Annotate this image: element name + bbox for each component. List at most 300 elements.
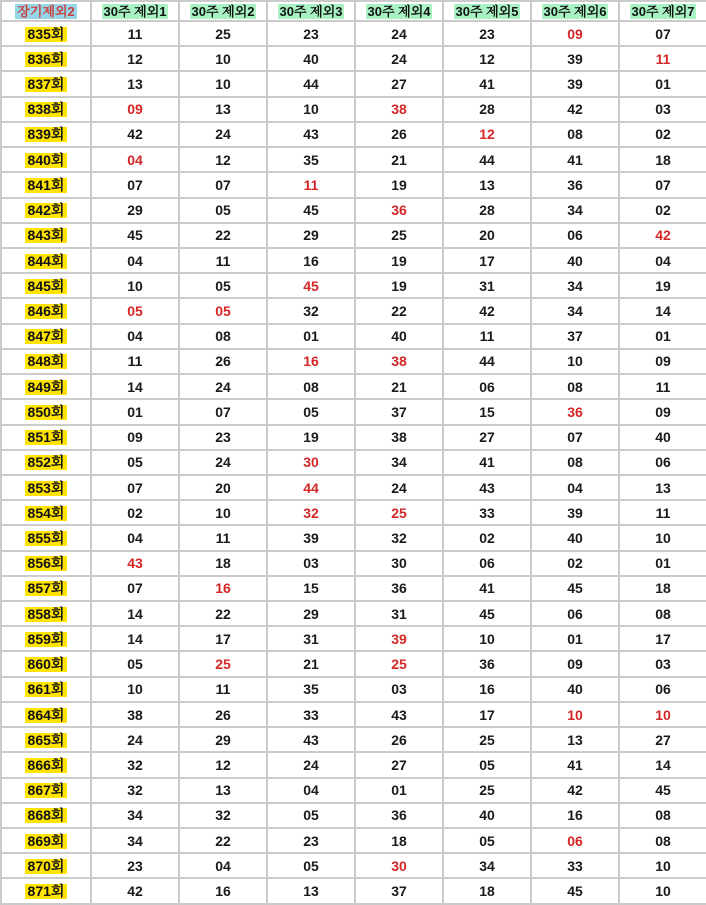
number-cell: 17	[179, 626, 267, 651]
number-cell: 07	[91, 576, 179, 601]
number-cell: 45	[531, 878, 619, 904]
number-cell: 06	[443, 551, 531, 576]
number-cell: 19	[619, 273, 706, 298]
number-cell: 04	[179, 853, 267, 878]
number-cell: 10	[531, 349, 619, 374]
number-cell: 05	[443, 752, 531, 777]
number-cell: 16	[267, 248, 355, 273]
number-cell: 23	[267, 828, 355, 853]
number-cell: 25	[443, 778, 531, 803]
number-cell: 05	[91, 298, 179, 323]
row-label: 846회	[25, 304, 68, 319]
column-header-cell	[443, 1, 531, 21]
number-cell: 09	[619, 399, 706, 424]
row-label: 854회	[25, 506, 68, 521]
table-row	[1, 576, 706, 601]
number-cell: 18	[179, 551, 267, 576]
table-row	[1, 425, 706, 450]
number-cell: 05	[179, 198, 267, 223]
number-cell: 03	[267, 551, 355, 576]
table-row	[1, 122, 706, 147]
number-cell: 34	[443, 853, 531, 878]
number-cell: 05	[443, 828, 531, 853]
row-label-cell	[1, 324, 91, 349]
table-row	[1, 702, 706, 727]
number-cell: 09	[91, 425, 179, 450]
number-cell: 24	[355, 475, 443, 500]
number-cell: 44	[443, 147, 531, 172]
table-row	[1, 21, 706, 46]
number-cell: 01	[531, 626, 619, 651]
number-cell: 33	[531, 853, 619, 878]
number-cell: 19	[267, 425, 355, 450]
row-label-cell	[1, 828, 91, 853]
number-cell: 30	[355, 551, 443, 576]
row-label-cell	[1, 626, 91, 651]
row-label-cell	[1, 853, 91, 878]
number-cell: 05	[91, 450, 179, 475]
number-cell: 10	[619, 853, 706, 878]
number-cell: 09	[619, 349, 706, 374]
number-cell: 06	[443, 374, 531, 399]
number-cell: 27	[443, 425, 531, 450]
number-cell: 26	[179, 702, 267, 727]
row-label-cell	[1, 803, 91, 828]
table-row	[1, 475, 706, 500]
number-cell: 34	[91, 828, 179, 853]
number-cell: 04	[91, 525, 179, 550]
column-header-label: 30주 제외6	[543, 3, 607, 19]
number-cell: 45	[619, 778, 706, 803]
number-cell: 26	[179, 349, 267, 374]
number-cell: 10	[531, 702, 619, 727]
number-cell: 36	[355, 803, 443, 828]
number-cell: 39	[355, 626, 443, 651]
number-cell: 02	[443, 525, 531, 550]
number-cell: 38	[91, 702, 179, 727]
number-cell: 30	[355, 853, 443, 878]
number-cell: 25	[179, 651, 267, 676]
row-label: 844회	[25, 254, 68, 269]
table-row	[1, 349, 706, 374]
number-cell: 34	[531, 298, 619, 323]
number-cell: 31	[355, 601, 443, 626]
row-label: 852회	[25, 455, 68, 470]
number-cell: 01	[619, 324, 706, 349]
number-cell: 24	[179, 122, 267, 147]
number-cell: 40	[531, 248, 619, 273]
table-row	[1, 651, 706, 676]
number-cell: 11	[91, 349, 179, 374]
row-label-cell	[1, 651, 91, 676]
number-cell: 39	[531, 71, 619, 96]
number-cell: 21	[267, 651, 355, 676]
number-cell: 38	[355, 425, 443, 450]
row-label-cell	[1, 450, 91, 475]
number-cell: 04	[91, 248, 179, 273]
number-cell: 16	[443, 677, 531, 702]
number-cell: 01	[619, 551, 706, 576]
row-label: 837회	[25, 77, 68, 92]
number-cell: 36	[443, 651, 531, 676]
number-cell: 16	[179, 576, 267, 601]
number-cell: 42	[619, 223, 706, 248]
column-header-cell	[267, 1, 355, 21]
row-label: 849회	[25, 380, 68, 395]
number-cell: 08	[531, 374, 619, 399]
number-cell: 05	[267, 803, 355, 828]
row-label: 847회	[25, 329, 68, 344]
number-cell: 37	[355, 878, 443, 904]
number-cell: 41	[531, 147, 619, 172]
row-label: 841회	[25, 178, 68, 193]
header-row	[1, 1, 706, 21]
number-cell: 03	[619, 651, 706, 676]
number-cell: 01	[619, 71, 706, 96]
number-cell: 07	[91, 172, 179, 197]
number-cell: 15	[443, 399, 531, 424]
row-label-cell	[1, 500, 91, 525]
row-label: 836회	[25, 52, 68, 67]
row-label: 842회	[25, 203, 68, 218]
number-cell: 36	[355, 576, 443, 601]
number-cell: 32	[91, 778, 179, 803]
row-label-cell	[1, 475, 91, 500]
number-cell: 32	[179, 803, 267, 828]
row-label-cell	[1, 878, 91, 904]
number-cell: 10	[619, 702, 706, 727]
number-cell: 24	[355, 21, 443, 46]
number-cell: 17	[443, 702, 531, 727]
number-cell: 08	[267, 374, 355, 399]
row-label: 858회	[25, 607, 68, 622]
number-cell: 42	[531, 97, 619, 122]
number-cell: 13	[179, 97, 267, 122]
number-cell: 05	[267, 853, 355, 878]
number-cell: 03	[355, 677, 443, 702]
number-cell: 40	[267, 46, 355, 71]
column-header-label: 30주 제외4	[367, 3, 431, 19]
table-row	[1, 198, 706, 223]
column-header-cell	[531, 1, 619, 21]
number-cell: 11	[619, 46, 706, 71]
number-cell: 13	[443, 172, 531, 197]
number-cell: 01	[91, 399, 179, 424]
table-row	[1, 374, 706, 399]
number-cell: 26	[355, 727, 443, 752]
row-label-cell	[1, 752, 91, 777]
number-cell: 24	[179, 374, 267, 399]
number-cell: 34	[91, 803, 179, 828]
number-cell: 12	[443, 46, 531, 71]
number-cell: 07	[619, 21, 706, 46]
row-label: 868회	[25, 808, 68, 823]
number-cell: 07	[179, 399, 267, 424]
number-cell: 21	[355, 147, 443, 172]
table-row	[1, 551, 706, 576]
number-cell: 25	[179, 21, 267, 46]
row-label: 855회	[25, 531, 68, 546]
number-cell: 04	[619, 248, 706, 273]
number-cell: 14	[619, 752, 706, 777]
table-row	[1, 727, 706, 752]
column-header-cell	[179, 1, 267, 21]
row-label: 861회	[25, 682, 68, 697]
number-cell: 45	[91, 223, 179, 248]
number-cell: 10	[619, 525, 706, 550]
row-label: 840회	[25, 153, 68, 168]
number-cell: 10	[443, 626, 531, 651]
number-cell: 10	[91, 273, 179, 298]
row-label-cell	[1, 248, 91, 273]
row-label-cell	[1, 298, 91, 323]
number-cell: 35	[267, 677, 355, 702]
row-label-cell	[1, 349, 91, 374]
number-cell: 05	[267, 399, 355, 424]
row-label-cell	[1, 399, 91, 424]
number-cell: 32	[91, 752, 179, 777]
number-cell: 42	[91, 122, 179, 147]
number-cell: 25	[443, 727, 531, 752]
row-label: 870회	[25, 859, 68, 874]
number-cell: 41	[531, 752, 619, 777]
row-label-cell	[1, 601, 91, 626]
number-cell: 05	[179, 273, 267, 298]
row-label: 851회	[25, 430, 68, 445]
row-label-cell	[1, 97, 91, 122]
number-cell: 29	[91, 198, 179, 223]
number-cell: 31	[267, 626, 355, 651]
number-cell: 22	[355, 298, 443, 323]
row-label-cell	[1, 21, 91, 46]
number-cell: 44	[443, 349, 531, 374]
number-cell: 13	[179, 778, 267, 803]
table-row	[1, 298, 706, 323]
number-cell: 23	[267, 21, 355, 46]
number-cell: 11	[179, 248, 267, 273]
number-cell: 39	[267, 525, 355, 550]
number-cell: 27	[619, 727, 706, 752]
number-cell: 31	[443, 273, 531, 298]
column-header-label: 30주 제외7	[631, 3, 695, 19]
number-cell: 10	[179, 71, 267, 96]
number-cell: 02	[619, 198, 706, 223]
table-row	[1, 223, 706, 248]
table-row	[1, 147, 706, 172]
table-row	[1, 46, 706, 71]
number-cell: 05	[179, 298, 267, 323]
number-cell: 08	[531, 450, 619, 475]
row-label-cell	[1, 576, 91, 601]
row-label: 839회	[25, 127, 68, 142]
table-row	[1, 172, 706, 197]
table-row	[1, 752, 706, 777]
number-cell: 45	[531, 576, 619, 601]
number-cell: 24	[91, 727, 179, 752]
number-cell: 10	[179, 46, 267, 71]
number-cell: 32	[267, 298, 355, 323]
number-cell: 10	[619, 878, 706, 904]
row-label: 857회	[25, 581, 68, 596]
number-cell: 04	[91, 147, 179, 172]
number-cell: 24	[355, 46, 443, 71]
number-cell: 13	[531, 727, 619, 752]
number-cell: 07	[531, 425, 619, 450]
table-row	[1, 778, 706, 803]
row-label-cell	[1, 122, 91, 147]
number-cell: 22	[179, 828, 267, 853]
row-label-cell	[1, 147, 91, 172]
number-cell: 12	[443, 122, 531, 147]
row-label-cell	[1, 551, 91, 576]
number-cell: 38	[355, 97, 443, 122]
number-cell: 19	[355, 172, 443, 197]
row-label-cell	[1, 727, 91, 752]
number-cell: 17	[619, 626, 706, 651]
number-cell: 45	[267, 198, 355, 223]
number-cell: 34	[531, 198, 619, 223]
column-header-cell	[91, 1, 179, 21]
number-cell: 06	[531, 601, 619, 626]
row-label: 865회	[25, 733, 68, 748]
row-label: 838회	[25, 102, 68, 117]
number-cell: 13	[91, 71, 179, 96]
row-label: 853회	[25, 481, 68, 496]
number-cell: 18	[355, 828, 443, 853]
table-row	[1, 248, 706, 273]
number-cell: 43	[443, 475, 531, 500]
number-cell: 18	[619, 576, 706, 601]
number-cell: 11	[179, 525, 267, 550]
number-cell: 16	[267, 349, 355, 374]
number-cell: 23	[179, 425, 267, 450]
number-cell: 02	[531, 551, 619, 576]
number-cell: 45	[443, 601, 531, 626]
number-cell: 28	[443, 198, 531, 223]
number-cell: 37	[355, 399, 443, 424]
number-cell: 40	[531, 677, 619, 702]
number-cell: 40	[443, 803, 531, 828]
number-cell: 19	[355, 273, 443, 298]
number-cell: 06	[531, 828, 619, 853]
row-label-cell	[1, 172, 91, 197]
number-cell: 24	[179, 450, 267, 475]
number-cell: 27	[355, 71, 443, 96]
number-cell: 14	[91, 626, 179, 651]
number-cell: 09	[531, 651, 619, 676]
number-cell: 22	[179, 223, 267, 248]
table-row	[1, 626, 706, 651]
table-row	[1, 878, 706, 904]
number-cell: 08	[179, 324, 267, 349]
number-cell: 41	[443, 450, 531, 475]
table-row	[1, 324, 706, 349]
number-cell: 11	[619, 500, 706, 525]
number-cell: 20	[443, 223, 531, 248]
row-label: 850회	[25, 405, 68, 420]
number-cell: 43	[91, 551, 179, 576]
row-label-cell	[1, 374, 91, 399]
table-row	[1, 399, 706, 424]
number-cell: 04	[91, 324, 179, 349]
number-cell: 32	[355, 525, 443, 550]
row-label: 843회	[25, 228, 68, 243]
column-header-cell	[355, 1, 443, 21]
number-cell: 11	[619, 374, 706, 399]
column-header-label: 30주 제외5	[455, 3, 519, 19]
number-cell: 10	[91, 677, 179, 702]
corner-header-label: 장기제외2	[17, 3, 75, 19]
table-row	[1, 525, 706, 550]
number-cell: 35	[267, 147, 355, 172]
row-label: 835회	[25, 27, 68, 42]
number-cell: 06	[619, 677, 706, 702]
table-row	[1, 828, 706, 853]
number-cell: 12	[179, 147, 267, 172]
number-cell: 12	[179, 752, 267, 777]
number-cell: 42	[531, 778, 619, 803]
number-cell: 18	[619, 147, 706, 172]
table-row	[1, 677, 706, 702]
number-cell: 23	[443, 21, 531, 46]
row-label-cell	[1, 223, 91, 248]
row-label: 845회	[25, 279, 68, 294]
number-cell: 27	[355, 752, 443, 777]
table-row	[1, 500, 706, 525]
number-cell: 08	[619, 601, 706, 626]
row-label-cell	[1, 198, 91, 223]
number-cell: 07	[91, 475, 179, 500]
row-label: 848회	[25, 354, 68, 369]
row-label: 866회	[25, 758, 68, 773]
row-label-cell	[1, 46, 91, 71]
number-cell: 14	[91, 374, 179, 399]
number-cell: 37	[531, 324, 619, 349]
row-label: 871회	[25, 884, 68, 899]
number-cell: 25	[355, 500, 443, 525]
number-cell: 33	[267, 702, 355, 727]
number-cell: 10	[267, 97, 355, 122]
number-cell: 06	[619, 450, 706, 475]
row-label-cell	[1, 273, 91, 298]
number-cell: 40	[355, 324, 443, 349]
table-row	[1, 273, 706, 298]
number-cell: 17	[443, 248, 531, 273]
number-cell: 19	[355, 248, 443, 273]
number-cell: 25	[355, 651, 443, 676]
number-cell: 29	[267, 601, 355, 626]
column-header-label: 30주 제외1	[103, 3, 167, 19]
number-cell: 33	[443, 500, 531, 525]
number-cell: 24	[267, 752, 355, 777]
number-cell: 13	[619, 475, 706, 500]
number-cell: 01	[355, 778, 443, 803]
row-label: 856회	[25, 556, 68, 571]
number-cell: 43	[267, 727, 355, 752]
number-cell: 45	[267, 273, 355, 298]
number-cell: 02	[91, 500, 179, 525]
number-cell: 26	[355, 122, 443, 147]
number-cell: 09	[91, 97, 179, 122]
number-cell: 43	[355, 702, 443, 727]
row-label: 869회	[25, 834, 68, 849]
row-label: 859회	[25, 632, 68, 647]
number-cell: 34	[531, 273, 619, 298]
number-cell: 44	[267, 475, 355, 500]
number-cell: 04	[267, 778, 355, 803]
number-cell: 32	[267, 500, 355, 525]
number-cell: 18	[443, 878, 531, 904]
